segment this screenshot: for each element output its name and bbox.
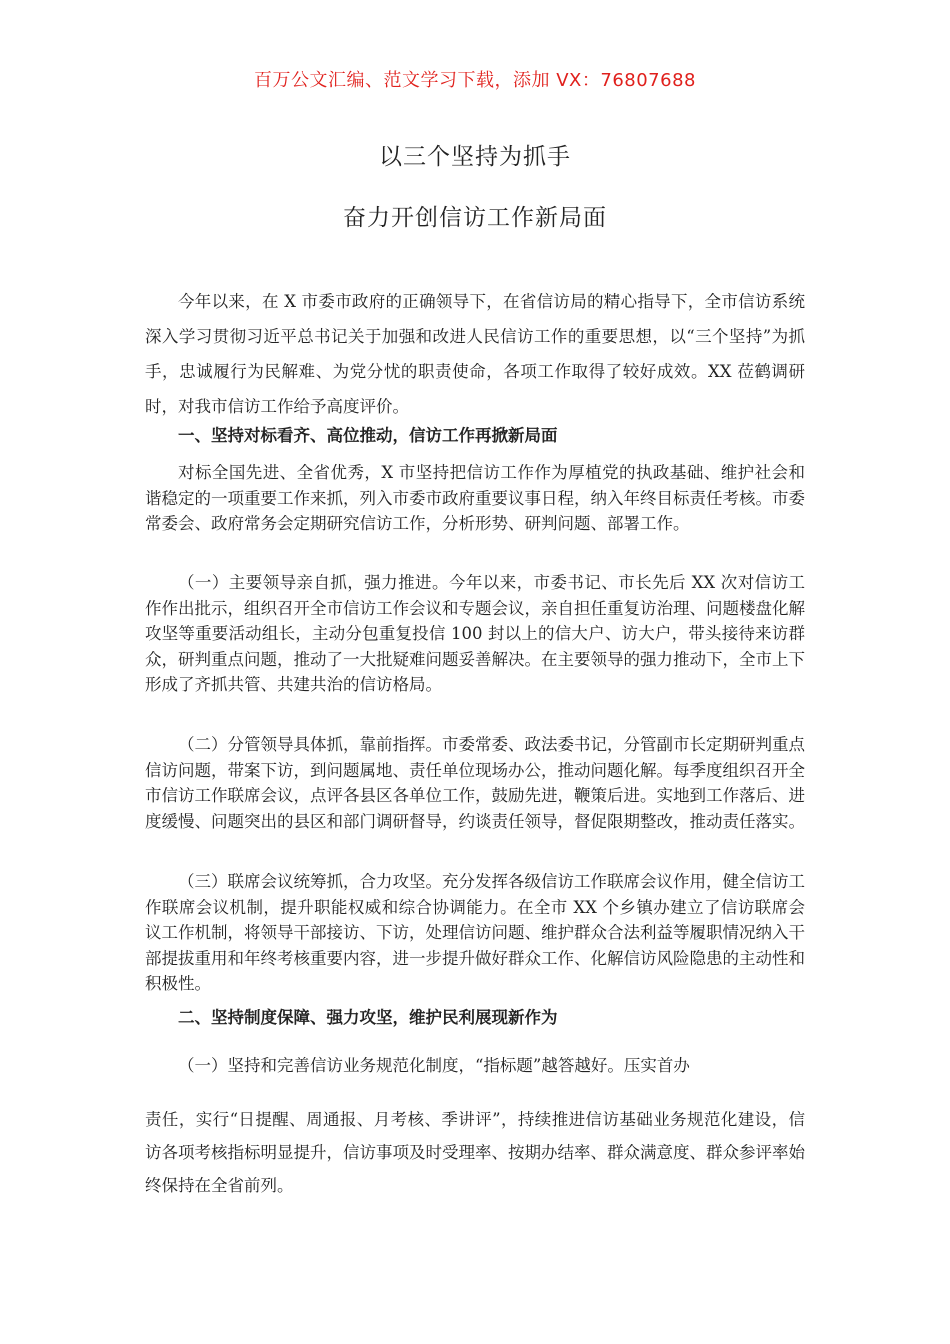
section-1-heading-block <box>145 423 805 449</box>
section-1-heading: 一、坚持对标看齐、高位推动，信访工作再掀新局面 <box>178 426 558 445</box>
section-1-item-2: （二）分管领导具体抓，靠前指挥。市委常委、政法委书记，分管副市长定期研判重点信访问题，带案下访，到问题属地、责任单位现场办公，推动问题化解。每季度组织召开全市信访工作联席会议，点评各县区各单位工作，鼓励先进，鞭策后进。实地到工作落后、进度缓慢、问题突出的县区和部门调研督导，约谈责任领导，督促限期整改，推动责任落实。 <box>145 735 805 831</box>
section-2-item-1-line1: （一）坚持和完善信访业务规范化制度，“指标题”越答越好。压实首办 <box>178 1056 690 1075</box>
section-2-item-1-rest: 责任，实行“日提醒、周通报、月考核、季讲评”，持续推进信访基础业务规范化建设，信访各项考核指标明显提升，信访事项及时受理率、按期办结率、群众满意度、群众参评率始终保持在全省前列。 <box>145 1110 805 1195</box>
section-2-item-1-rest-block <box>145 1103 805 1202</box>
intro-paragraph <box>145 284 805 424</box>
document-title-line1: 以三个坚持为抓手 <box>379 144 571 170</box>
section-1-item-1-block <box>145 570 805 698</box>
section-2-heading: 二、坚持制度保障、强力攻坚，维护民利展现新作为 <box>178 1008 558 1027</box>
intro-text: 今年以来，在 X 市委市政府的正确领导下，在省信访局的精心指导下，全市信访系统深入学习贯彻习近平总书记关于加强和改进人民信访工作的重要思想，以“三个坚持”为抓手，忠诚履行为民解难、为党分忧的职责使命，各项工作取得了较好成效。XX 莅鹤调研时，对我市信访工作给予高度评价。 <box>145 292 805 416</box>
section-1-item-1: （一）主要领导亲自抓，强力推进。今年以来，市委书记、市长先后 XX 次对信访工作作出批示，组织召开全市信访工作会议和专题会议，亲自担任重复访治理、问题楼盘化解攻坚等重要活动组长，主动分包重复投信 100 封以上的信大户、访大户，带头接待来访群众，研判重点问题，推动了一大批疑难问题妥善解决。在主要领导的强力推动下，全市上下形成了齐抓共管、共建共治的信访格局。 <box>145 573 805 694</box>
section-2-item-1-first-line <box>145 1053 805 1079</box>
section-1-item-3: （三）联席会议统筹抓，合力攻坚。充分发挥各级信访工作联席会议作用，健全信访工作联席会议机制，提升职能权威和综合协调能力。在全市 XX 个乡镇办建立了信访联席会议工作机制，将领导干部接访、下访，处理信访问题、维护群众合法利益等履职情况纳入干部提拔重用和年终考核重要内容，进一步提升做好群众工作、化解信访风险隐患的主动性和积极性。 <box>145 872 805 993</box>
section-1-paragraph: 对标全国先进、全省优秀，X 市坚持把信访工作作为厚植党的执政基础、维护社会和谐稳定的一项重要工作来抓，列入市委市政府重要议事日程，纳入年终目标责任考核。市委常委会、政府常务会定期研究信访工作，分析形势、研判问题、部署工作。 <box>145 463 805 533</box>
section-1-item-2-block <box>145 732 805 834</box>
section-2-heading-block <box>145 1005 805 1031</box>
section-1-item-3-block <box>145 869 805 997</box>
section-1-para-block <box>145 460 805 537</box>
promo-banner: 百万公文汇编、范文学习下载，添加 VX：76807688 <box>254 70 696 91</box>
document-title-line2: 奋力开创信访工作新局面 <box>343 205 607 231</box>
